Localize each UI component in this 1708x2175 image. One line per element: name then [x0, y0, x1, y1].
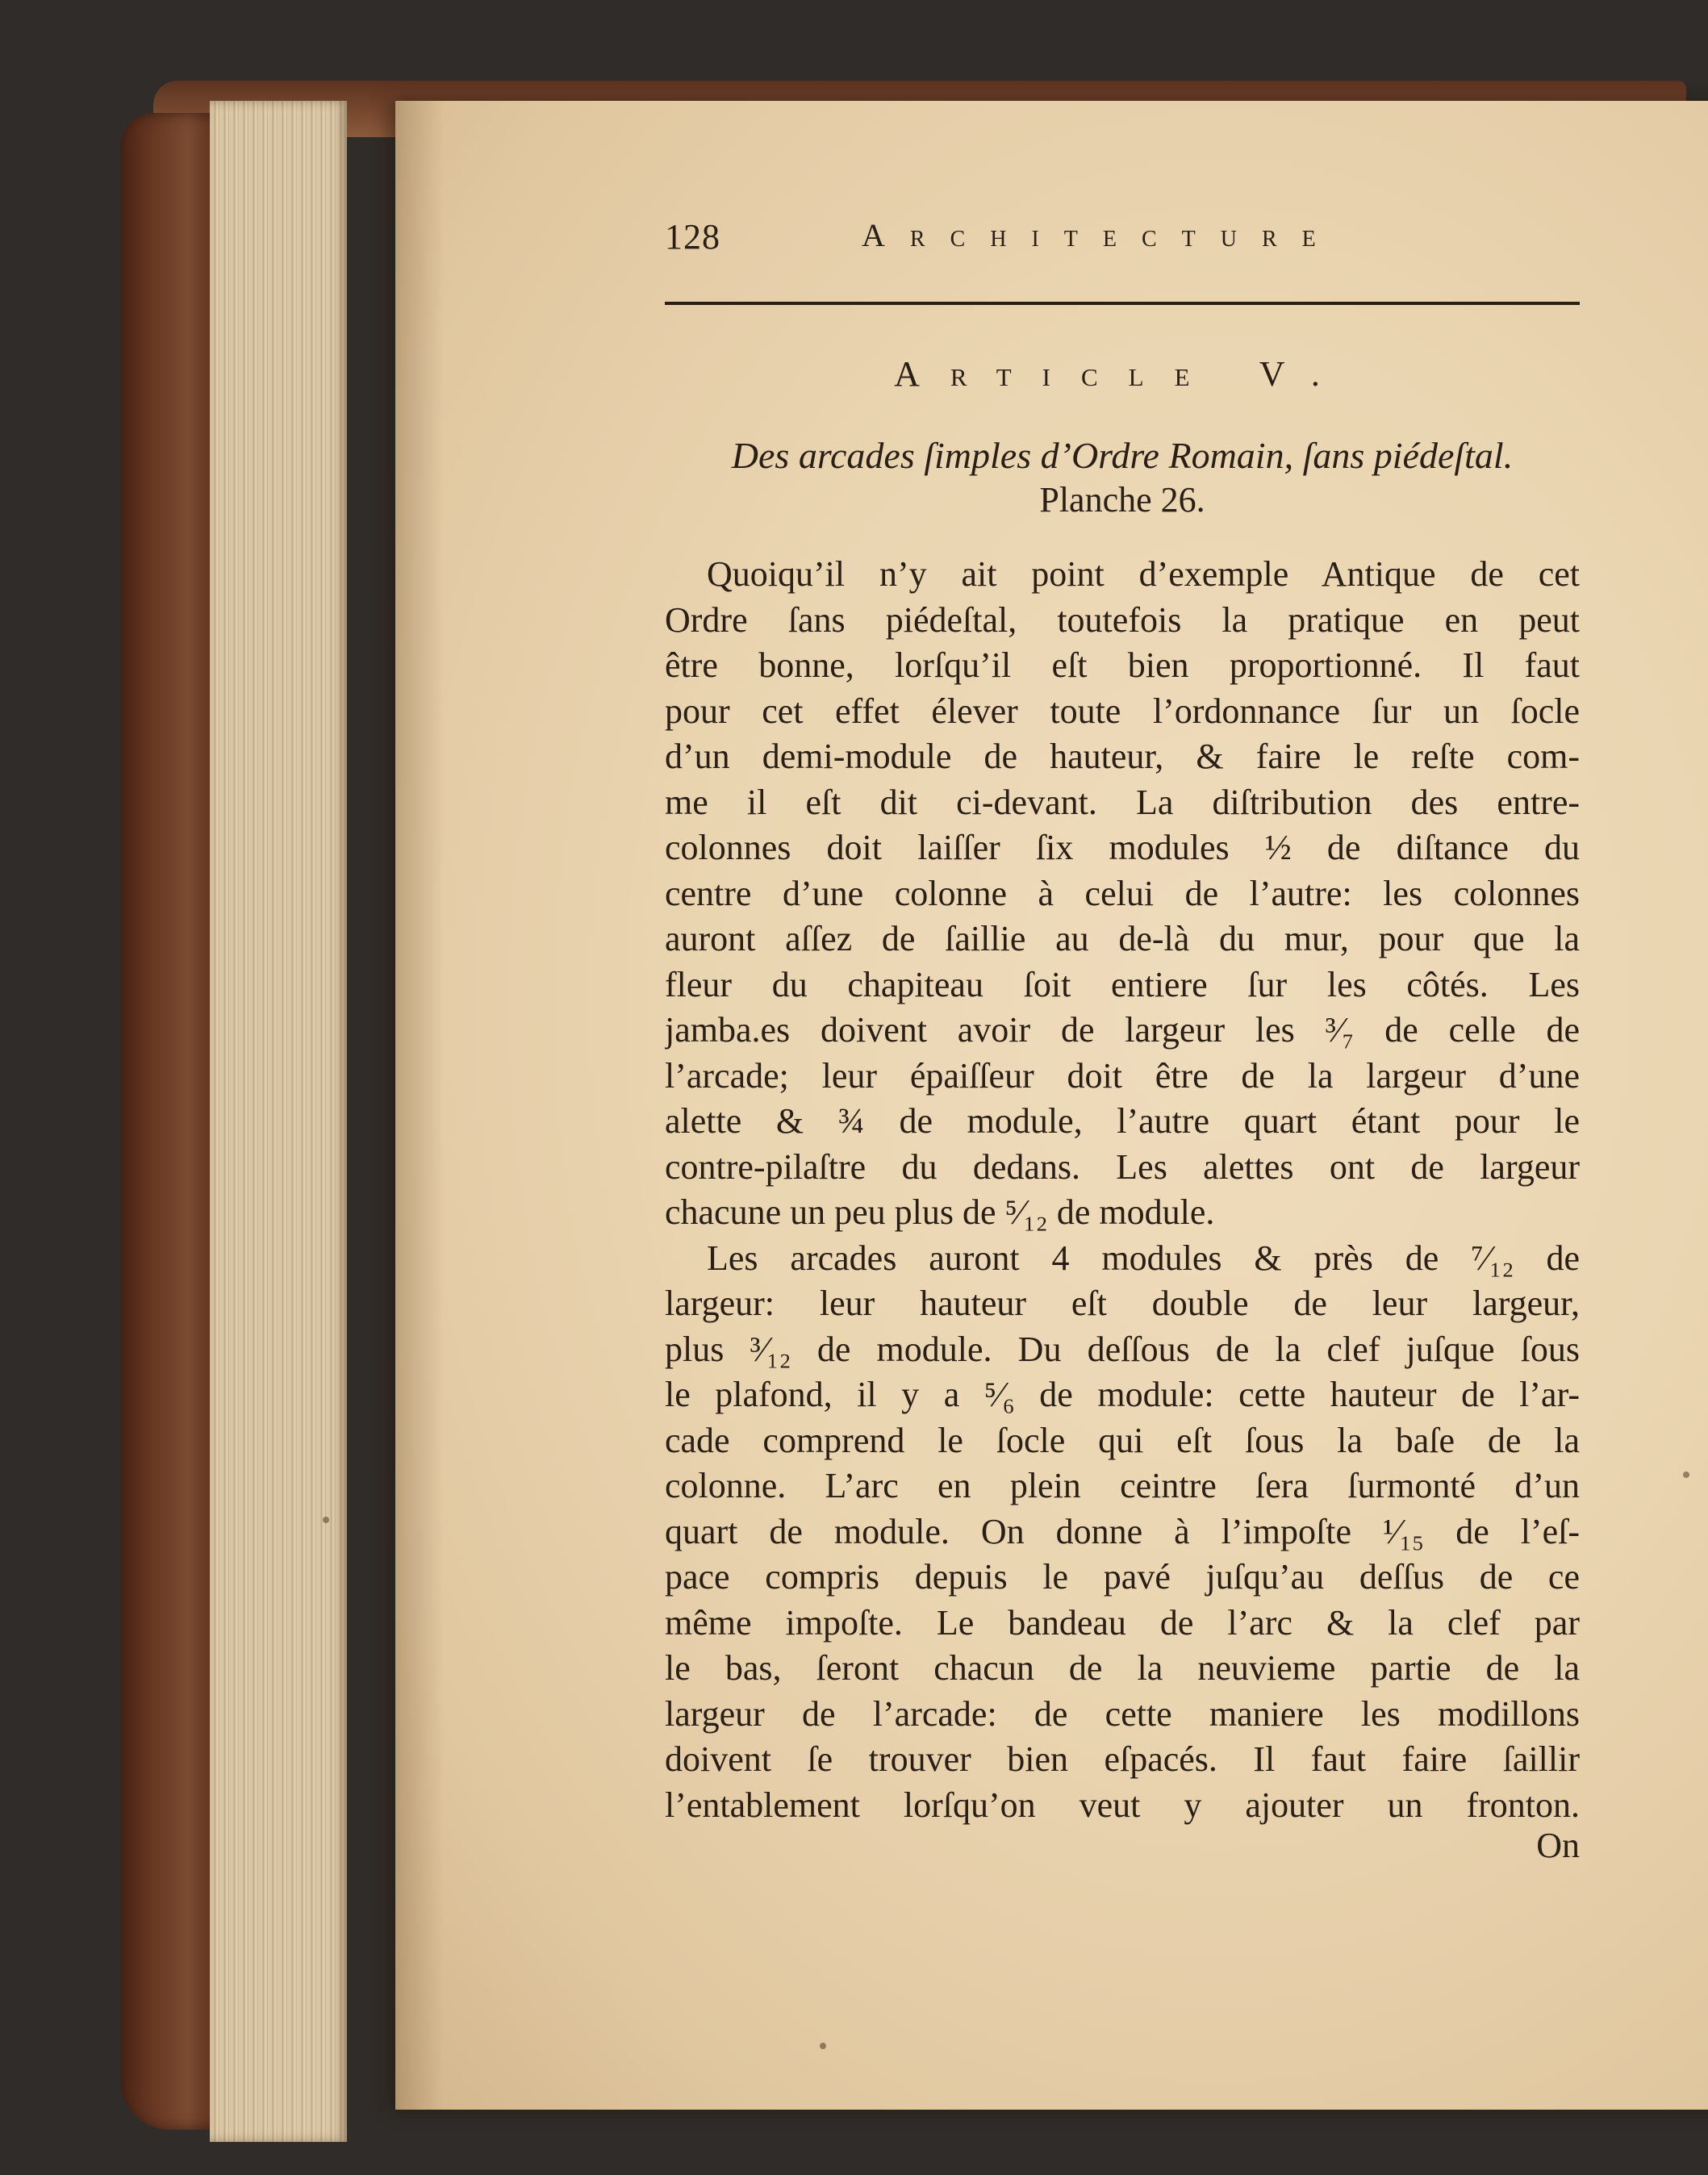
- text-line: le bas, ſeront chacun de la neuvieme partie de la: [665, 1648, 1580, 1688]
- head-rule: [665, 302, 1580, 305]
- text-line: largeur de l’arcade: de cette maniere les modillons: [665, 1693, 1580, 1734]
- plate-reference: Planche 26.: [1039, 480, 1205, 520]
- page-speck: [820, 2043, 826, 2049]
- text-line: pour cet effet élever toute l’ordonnance ſur un ſocle: [665, 691, 1580, 731]
- page-stack-edges: [210, 101, 347, 2142]
- text-line: Quoiqu’il n’y ait point d’exemple Antique de cet: [707, 554, 1580, 594]
- text-line: être bonne, lorſqu’il eſt bien proportionné. Il faut: [665, 645, 1580, 685]
- running-title: Architecture: [862, 217, 1341, 253]
- text-line: jamba.es doivent avoir de largeur les ³⁄₇ de celle de: [665, 1010, 1580, 1050]
- catchword: On: [1536, 1826, 1580, 1865]
- text-line: doivent ſe trouver bien eſpacés. Il faut faire ſaillir: [665, 1739, 1580, 1779]
- text-line: plus ³⁄₁₂ de module. Du deſſous de la clef juſque ſous: [665, 1329, 1580, 1369]
- text-line: quart de module. On donne à l’impoſte ¹⁄₁₅ de l’eſ-: [665, 1511, 1580, 1551]
- text-line: centre d’une colonne à celui de l’autre: les colonnes: [665, 873, 1580, 913]
- section-title: Des arcades ſimples d’Ordre Romain, ſans piédeſtal.: [731, 435, 1514, 476]
- text-line: colonne. L’arc en plein ceintre ſera ſurmonté d’un: [665, 1466, 1580, 1505]
- page-speck: [323, 1517, 329, 1523]
- text-line: fleur du chapiteau ſoit entiere ſur les côtés. Les: [665, 964, 1580, 1004]
- page-number: 128: [665, 217, 720, 257]
- text-line: d’un demi-module de hauteur, & faire le reſte com-: [665, 737, 1580, 776]
- text-line: largeur: leur hauteur eſt double de leur largeur,: [665, 1284, 1580, 1323]
- text-line: contre-pilaſtre du dedans. Les alettes ont de largeur: [665, 1146, 1580, 1187]
- text-line: l’arcade; leur épaiſſeur doit être de la largeur d’une: [665, 1055, 1580, 1096]
- text-line: cade comprend le ſocle qui eſt ſous la baſe de la: [665, 1420, 1580, 1460]
- text-line: l’entablement lorſqu’on veut y ajouter un fronton.: [665, 1785, 1580, 1825]
- running-head: [665, 216, 1580, 289]
- page-speck: [1683, 1472, 1689, 1478]
- text-line: Les arcades auront 4 modules & près de ⁷⁄₁₂ de: [707, 1238, 1580, 1278]
- text-line: Ordre ſans piédeſtal, toutefois la pratique en peut: [665, 599, 1580, 640]
- text-line: colonnes doit laiſſer ſix modules ½ de diſtance du: [665, 828, 1580, 867]
- text-line: chacune un peu plus de ⁵⁄₁₂ de module.: [665, 1192, 1215, 1232]
- body-text: [665, 552, 1580, 1828]
- text-line: auront aſſez de ſaillie au de-là du mur, pour que la: [665, 919, 1580, 958]
- article-heading: Article V.: [894, 354, 1351, 394]
- text-line: le plafond, il y a ⁵⁄₆ de module: cette hauteur de l’ar-: [665, 1375, 1580, 1414]
- text-line: pace compris depuis le pavé juſqu’au deſſus de ce: [665, 1557, 1580, 1597]
- text-line: alette & ¾ de module, l’autre quart étant pour le: [665, 1101, 1580, 1141]
- text-line: même impoſte. Le bandeau de l’arc & la clef par: [665, 1602, 1580, 1643]
- page-gutter-shadow: [395, 101, 444, 2110]
- text-line: me il eſt dit ci-devant. La diſtribution des entre-: [665, 782, 1580, 822]
